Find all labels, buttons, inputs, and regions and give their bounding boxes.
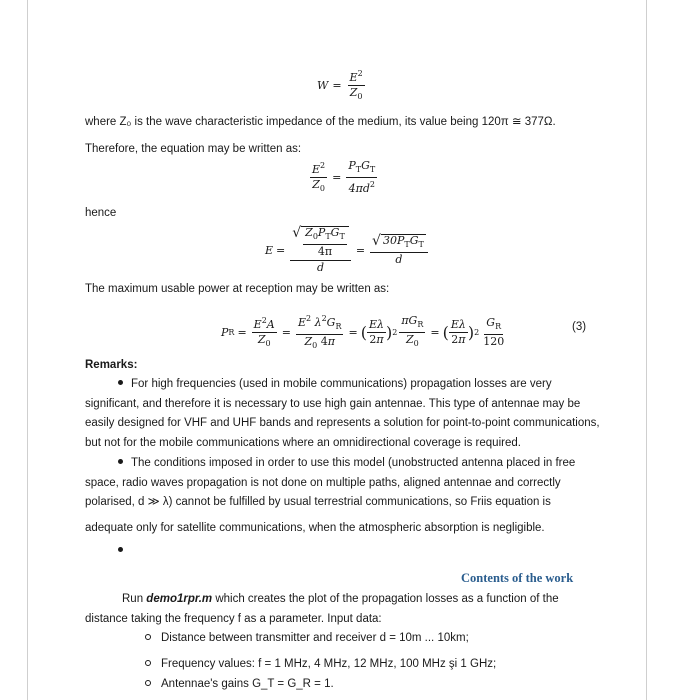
eq-field-outer-den: d bbox=[317, 261, 325, 274]
eq-field-lhs: E bbox=[265, 243, 274, 257]
eq-field-sqrt2: √ $30P_TG_T$ bbox=[372, 233, 424, 249]
eq-field-p: P bbox=[317, 226, 326, 239]
eq-field-rhs-30p: 30P bbox=[382, 234, 405, 247]
input2-text: Frequency values: f = 1 MHz, 4 MHz, 12 MHz, 100 MHz şi 1 GHz; bbox=[161, 658, 497, 670]
eq-field-g: G bbox=[330, 226, 340, 239]
remarks-heading: Remarks: bbox=[85, 359, 138, 371]
run-line bbox=[122, 592, 559, 606]
input-item-1 bbox=[145, 631, 469, 645]
eq-power-lhs-sub: R bbox=[228, 328, 235, 337]
contents-heading: Contents of the work bbox=[461, 571, 574, 585]
eq-field-rhs-den: d bbox=[395, 253, 403, 266]
eq-field-sqrt1: √ $\frac{Z_0P_TG_T}{4\pi}$ bbox=[292, 226, 349, 258]
ring-bullet-3 bbox=[145, 680, 151, 686]
input-item-2 bbox=[145, 657, 496, 671]
eq-w-den: Z bbox=[349, 86, 358, 99]
ring-bullet-2 bbox=[145, 660, 151, 666]
run-prefix: Run bbox=[122, 593, 147, 605]
equation-w: W = $\frac{E^2}{Z_0}$ bbox=[317, 69, 363, 101]
eq-w-fraction bbox=[348, 68, 365, 103]
eq-field-z: Z bbox=[305, 226, 313, 239]
page-border-right bbox=[646, 0, 647, 700]
bullet1-text1: For high frequencies (used in mobile communications) propagation losses are very bbox=[131, 378, 552, 390]
eq-field-rhs-g: G bbox=[409, 234, 419, 247]
eq-power-term3: $\frac{\pi G_R}{Z_0}$ bbox=[401, 314, 424, 348]
hence-line: hence bbox=[85, 207, 117, 219]
equation-field: E = √ $\frac{Z_0P_TG_T}{4\pi}$ d = √ $30P_TG_T$ d bbox=[265, 226, 430, 274]
bullet2-line2: space, radio waves propagation is not done on multiple paths, aligned antennae and correctly bbox=[85, 477, 561, 489]
eq-field-z-sub: 0 bbox=[312, 232, 318, 241]
eq-power-term4: $\frac{G_R}{120}$ bbox=[483, 316, 505, 348]
eq-ratio-lhs-sub: 0 bbox=[319, 184, 325, 193]
input-item-3 bbox=[145, 677, 334, 691]
eq-field-rhs-t1: T bbox=[404, 240, 410, 249]
eq-ratio-lhs bbox=[310, 160, 327, 195]
page-border-left bbox=[27, 0, 28, 700]
eq-w-num: E bbox=[349, 71, 358, 84]
eq-field-rhs-t2: T bbox=[418, 240, 424, 249]
equation-number: (3) bbox=[572, 321, 587, 333]
eq-field-inner-den: 4π bbox=[317, 245, 333, 258]
run-line2: distance taking the frequency f as a parameter. Input data: bbox=[85, 613, 382, 625]
eq-w-num-sup: 2 bbox=[357, 69, 363, 78]
bullet-dot-3 bbox=[118, 547, 123, 552]
bullet1-line3: easily designed for VHF and UHF bands and represents a solution for point-to-point communications, bbox=[85, 417, 600, 429]
therefore-line: Therefore, the equation may be written as: bbox=[85, 143, 302, 155]
bullet2-line1 bbox=[118, 456, 575, 470]
eq-field-p-sub: T bbox=[325, 232, 331, 241]
bullet2-line4: adequate only for satellite communications, when the atmospheric absorption is negligible. bbox=[85, 522, 545, 534]
empty-bullet bbox=[118, 544, 131, 558]
eq-ratio-rhs-den: 4πd bbox=[348, 182, 370, 195]
run-script-name: demo1rpr.m bbox=[146, 593, 213, 605]
max-power-line: The maximum usable power at reception may be written as: bbox=[85, 283, 390, 295]
eq-ratio-rhs-t1: T bbox=[355, 165, 362, 174]
eq-field-rhs bbox=[370, 234, 428, 266]
ring-bullet-1 bbox=[145, 634, 151, 640]
bullet1-line1 bbox=[118, 377, 552, 391]
eq-ratio-rhs-p: P bbox=[348, 159, 356, 172]
eq-ratio-lhs-num: E bbox=[312, 163, 321, 176]
eq-field-g-sub: T bbox=[339, 232, 345, 241]
bullet1-line2: significant, and therefore it is necessary to use high gain antennae. This type of antennae may be bbox=[85, 398, 581, 410]
eq-field-middle bbox=[290, 226, 351, 274]
eq-ratio-lhs-den: Z bbox=[312, 178, 320, 191]
input3-text: Antennae's gains G_T = G_R = 1. bbox=[161, 678, 334, 690]
bullet1-line4: but not for the mobile communications where an omnidirectional coverage is required. bbox=[85, 437, 521, 449]
eq-w-lhs: W bbox=[317, 79, 329, 92]
eq-power-term2: $\frac{E^2 \lambda^2G_R}{Z_0 4\pi}$ bbox=[297, 314, 342, 350]
eq-w-den-sub: 0 bbox=[357, 92, 363, 101]
equation-ratio: $\frac{E^2}{Z_0}$ = $\frac{P_TG_T}{4\pi d^2}$ bbox=[312, 159, 376, 195]
bullet-dot-1 bbox=[118, 380, 123, 385]
eq-ratio-rhs-t2: T bbox=[369, 165, 376, 174]
where-line: where Z₀ is the wave characteristic impedance of the medium, its value being 120π ≅ 377Ω. bbox=[85, 116, 556, 128]
bullet-dot-2 bbox=[118, 459, 123, 464]
eq-power-term1: $\frac{E^2A}{Z_0}$ bbox=[253, 316, 275, 348]
eq-ratio-lhs-sup: 2 bbox=[320, 161, 326, 170]
bullet2-line3: polarised, d ≫ λ) cannot be fulfilled by usual terrestrial communications, so Friis equation is bbox=[85, 496, 551, 508]
eq-ratio-rhs-g: G bbox=[361, 159, 370, 172]
eq-power-lhs: P bbox=[221, 326, 229, 339]
eq-ratio-rhs bbox=[346, 160, 377, 195]
run-suffix: which creates the plot of the propagation losses as a function of the bbox=[212, 593, 559, 605]
equation-power: P R = $\frac{E^2A}{Z_0}$ = $\frac{E^2 \lambda^2G_R}{Z_0 4\pi}$ = ( $\frac{E\lambda}{2\pi}$ ) 2 $\frac{\pi G_R}{Z_0}$ = ( $\frac{E\lambda}{2\pi}$ ) 2 $\frac{G_R}{120}$ bbox=[221, 314, 505, 350]
bullet2-text1: The conditions imposed in order to use this model (unobstructed antenna placed in free bbox=[131, 457, 576, 469]
input1-text: Distance between transmitter and receiver d = 10m ... 10km; bbox=[161, 632, 469, 644]
eq-ratio-rhs-den-sup: 2 bbox=[369, 180, 375, 189]
